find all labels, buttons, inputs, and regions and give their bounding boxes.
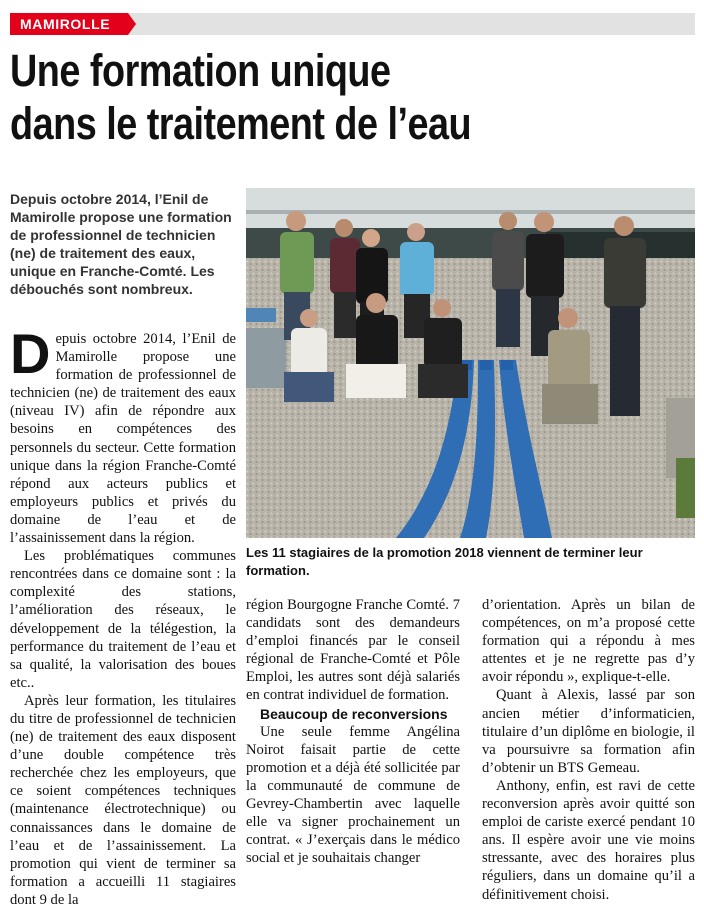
article-column-2 [246, 596, 460, 867]
headline [10, 44, 590, 150]
paragraph-4-continued: d’orientation. Après un bilan de compétences, on m’a proposé cette formation qui a répondu à mes attentes et je ne regrette pas d’y avoir répondu », explique-t-elle. [482, 597, 695, 686]
group-photo-illustration [246, 188, 695, 538]
headline-line-2: dans le traitement de l’eau [10, 98, 472, 149]
paragraph-5: Quant à Alexis, lassé par son ancien métier d’informaticien, titulaire d’un diplôme en biologie, il va poursuivre sa formation afin d’obtenir un BTS Gemeau. [482, 687, 695, 776]
article-lead: Depuis octobre 2014, l’Enil de Mamirolle propose une formation de professionnel de technicien (ne) de traitement des eaux, unique en Franche-Comté. Les débouchés sont nombreux. [10, 191, 232, 297]
paragraph-1 [10, 322, 236, 547]
rubric-bar [10, 13, 695, 35]
paragraph-3: Après leur formation, les titulaires du titre de professionnel de technicien (ne) de traitement des eaux disposent d’une double compétence très recherchée chez les employeurs, que ce soient compétences techniques (maintenance électrotechnique) ou connaissances dans le domaine de l’eau et de l’assainissement. La promotion qui vient de terminer sa formation a accueilli 11 stagiaires dont 9 de la [10, 692, 236, 908]
rubric-label: MAMIROLLE [10, 13, 128, 35]
paragraph-4: Une seule femme Angélina Noirot faisait partie de cette promotion et a déjà été sollicitée par la communauté de commune de Gevrey-Chambertin avec laquelle elle va signer prochainement un contrat. « J’exerçais dans le médico social et je souhaitais changer [246, 723, 460, 867]
article-column-3 [482, 596, 695, 904]
article-photo [246, 188, 695, 538]
paragraph-2: Les problématiques communes rencontrées dans ce domaine sont : la complexité des stations, l’amélioration des réseaux, le développement de la télégestion, la performance du traitement de l’eau et sa qualité, la valorisation des boues etc.. [10, 548, 236, 691]
subheading: Beaucoup de reconversions [260, 705, 448, 722]
photo-caption: Les 11 stagiaires de la promotion 2018 viennent de terminer leur formation. [246, 545, 643, 578]
paragraph-3-continued: région Bourgogne Franche Comté. 7 candidats sont des demandeurs d’emploi financés par le conseil régional de Franche-Comté et Pôle Emploi, les autres sont déjà salariés en contrat individuel de formation. [246, 597, 460, 704]
drop-cap: D [10, 322, 51, 385]
paragraph-1-text: epuis octobre 2014, l’Enil de Mamirolle propose une formation de professionnel de technicien (ne) de traitement des eaux (niveau IV) afin de répondre aux besoins en compétences des personnels du secteur. Cette formation unique dans la région Franche-Comté répond aux acteurs publics et employeurs publics et privés du domaine de l’eau et de l’assainissement dans la région. [10, 331, 236, 547]
headline-line-1: Une formation unique [10, 45, 391, 96]
article-column-1 [10, 322, 236, 909]
paragraph-6: Anthony, enfin, est ravi de cette reconversion après avoir quitté son emploi de cariste exercé pendant 10 ans. Il espère avoir une vie moins stressante, avec des horaires plus réguliers, dans un domaine qu’il a définitivement choisi. [482, 777, 695, 903]
rubric-arrow [128, 13, 136, 35]
